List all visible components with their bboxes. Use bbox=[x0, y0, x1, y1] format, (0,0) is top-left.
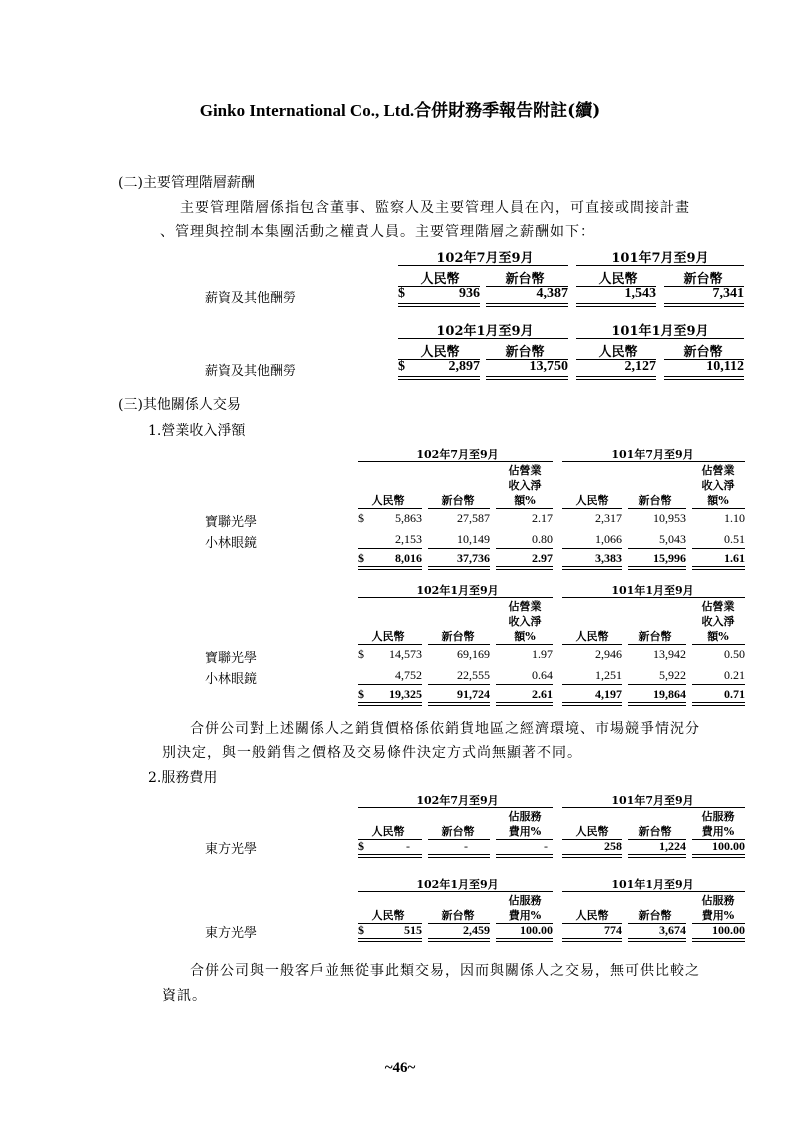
cell-value: 2,317 bbox=[595, 511, 622, 525]
paragraph-line: 合併公司與一般客戶並無從事此類交易，因而與關係人之交易，無可供比較之 bbox=[190, 963, 700, 979]
cell-value: 3,674 bbox=[659, 923, 686, 937]
rule bbox=[496, 684, 553, 685]
column-header: 新台幣 bbox=[638, 494, 672, 507]
double-rule bbox=[398, 303, 480, 307]
cell-value: 100.00 bbox=[520, 923, 553, 937]
period-header: 102年1月至9月 bbox=[416, 878, 499, 891]
period-header: 101年7月至9月 bbox=[611, 448, 694, 461]
cell-value: 69,169 bbox=[457, 647, 490, 661]
rule bbox=[358, 461, 553, 462]
cell-value: - bbox=[406, 839, 410, 853]
column-header: 人民幣 bbox=[575, 825, 609, 838]
cell-value: 1.97 bbox=[532, 647, 553, 661]
cell-value: 4,752 bbox=[395, 668, 422, 682]
dollar-sign: $ bbox=[398, 286, 405, 301]
cell-value: 2,946 bbox=[595, 647, 622, 661]
double-rule bbox=[428, 938, 490, 942]
rule bbox=[358, 597, 553, 598]
column-header: 新台幣 bbox=[441, 494, 475, 507]
rule bbox=[628, 508, 686, 509]
rule bbox=[428, 644, 490, 645]
row-label: 東方光學 bbox=[205, 842, 258, 857]
column-header: 人民幣 bbox=[575, 494, 609, 507]
cell-value: 14,573 bbox=[389, 647, 422, 661]
dollar-sign: $ bbox=[358, 647, 364, 661]
rule bbox=[692, 684, 745, 685]
row-label: 寶聯光學 bbox=[205, 651, 258, 666]
row-label: 小林眼鏡 bbox=[205, 536, 258, 551]
double-rule bbox=[562, 566, 622, 570]
cell-value: 0.64 bbox=[532, 668, 553, 682]
rule bbox=[398, 338, 568, 339]
rule bbox=[358, 684, 422, 685]
cell-value: 7,341 bbox=[712, 286, 744, 301]
cell-value: 1,066 bbox=[595, 532, 622, 546]
period-header: 101年1月至9月 bbox=[611, 878, 694, 891]
rule bbox=[562, 684, 622, 685]
rule bbox=[562, 548, 622, 549]
cell-value: 0.80 bbox=[532, 532, 553, 546]
cell-value: 0.51 bbox=[724, 532, 745, 546]
double-rule bbox=[664, 303, 744, 307]
rule bbox=[576, 338, 744, 339]
rule bbox=[562, 807, 745, 808]
double-rule bbox=[428, 566, 490, 570]
total-value: 37,736 bbox=[457, 551, 490, 565]
period-header: 102年1月至9月 bbox=[436, 324, 534, 339]
page-number: ~46~ bbox=[384, 1060, 416, 1076]
cell-value: 1,224 bbox=[659, 839, 686, 853]
column-header: 人民幣 bbox=[575, 630, 609, 643]
cell-value: - bbox=[464, 839, 468, 853]
total-value: 4,197 bbox=[595, 687, 622, 701]
double-rule bbox=[576, 303, 656, 307]
cell-value: 515 bbox=[404, 923, 422, 937]
rule bbox=[562, 461, 745, 462]
double-rule bbox=[496, 938, 553, 942]
total-value: 1.61 bbox=[724, 551, 745, 565]
rule bbox=[428, 508, 490, 509]
page-title-zh: 合併財務季報告附註(續) bbox=[414, 101, 601, 121]
column-header: 新台幣 bbox=[441, 825, 475, 838]
paragraph-line: 合併公司對上述關係人之銷貨價格係依銷貨地區之經濟環境、市場競爭情況分 bbox=[190, 721, 700, 737]
column-header: 新台幣 bbox=[638, 630, 672, 643]
column-header: 新台幣 bbox=[505, 272, 545, 287]
dollar-sign: $ bbox=[358, 687, 364, 701]
double-rule bbox=[358, 854, 422, 858]
cell-value: 100.00 bbox=[712, 923, 745, 937]
total-value: 15,996 bbox=[653, 551, 686, 565]
column-header: 新台幣 bbox=[638, 909, 672, 922]
column-header: 人民幣 bbox=[575, 909, 609, 922]
double-rule bbox=[692, 938, 745, 942]
column-header-pct: 佔營業 收入淨 額% bbox=[701, 600, 735, 643]
rule bbox=[692, 644, 745, 645]
cell-value: 2,127 bbox=[624, 359, 656, 374]
double-rule bbox=[576, 376, 656, 380]
period-header: 101年7月至9月 bbox=[611, 794, 694, 807]
column-header: 人民幣 bbox=[598, 272, 638, 287]
rule bbox=[358, 644, 422, 645]
rule bbox=[398, 265, 568, 266]
total-value: 91,724 bbox=[457, 687, 490, 701]
column-header: 人民幣 bbox=[371, 630, 405, 643]
total-value: 3,383 bbox=[595, 551, 622, 565]
row-label: 薪資及其他酬勞 bbox=[205, 291, 297, 306]
paragraph-line: 資訊。 bbox=[162, 988, 207, 1004]
double-rule bbox=[496, 854, 553, 858]
total-value: 8,016 bbox=[395, 551, 422, 565]
cell-value: 10,953 bbox=[653, 511, 686, 525]
rule bbox=[496, 548, 553, 549]
double-rule bbox=[692, 566, 745, 570]
cell-value: - bbox=[544, 839, 548, 853]
paragraph-line: 主要管理階層係指包含董事、監察人及主要管理人員在內，可直接或間接計畫 bbox=[180, 200, 690, 216]
column-header: 新台幣 bbox=[638, 825, 672, 838]
double-rule bbox=[428, 702, 490, 706]
dollar-sign: $ bbox=[358, 511, 364, 525]
column-header-pct: 佔服務 費用% bbox=[508, 894, 542, 922]
total-value: 0.71 bbox=[724, 687, 745, 701]
cell-value: 936 bbox=[459, 286, 480, 301]
cell-value: 27,587 bbox=[457, 511, 490, 525]
cell-value: 2,153 bbox=[395, 532, 422, 546]
section-heading-related-party: (三)其他關係人交易 bbox=[118, 397, 241, 413]
cell-value: 5,043 bbox=[659, 532, 686, 546]
double-rule bbox=[486, 376, 568, 380]
cell-value: 774 bbox=[604, 923, 622, 937]
rule bbox=[358, 807, 553, 808]
dollar-sign: $ bbox=[358, 551, 364, 565]
cell-value: 258 bbox=[604, 839, 622, 853]
double-rule bbox=[562, 854, 622, 858]
column-header-pct: 佔營業 收入淨 額% bbox=[508, 464, 542, 507]
subsection-heading-service-fees: 2.服務費用 bbox=[148, 770, 218, 786]
column-header: 人民幣 bbox=[420, 345, 460, 360]
rule bbox=[562, 644, 622, 645]
column-header: 人民幣 bbox=[371, 494, 405, 507]
row-label: 小林眼鏡 bbox=[205, 672, 258, 687]
total-value: 19,864 bbox=[653, 687, 686, 701]
column-header: 人民幣 bbox=[420, 272, 460, 287]
cell-value: 5,922 bbox=[659, 668, 686, 682]
column-header-pct: 佔服務 費用% bbox=[508, 810, 542, 838]
rule bbox=[692, 548, 745, 549]
double-rule bbox=[628, 938, 686, 942]
cell-value: 4,387 bbox=[536, 286, 568, 301]
cell-value: 10,149 bbox=[457, 532, 490, 546]
dollar-sign: $ bbox=[358, 923, 364, 937]
rule bbox=[628, 644, 686, 645]
page-title bbox=[0, 96, 800, 121]
dollar-sign: $ bbox=[358, 839, 364, 853]
cell-value: 100.00 bbox=[712, 839, 745, 853]
column-header: 新台幣 bbox=[441, 909, 475, 922]
column-header-pct: 佔營業 收入淨 額% bbox=[508, 600, 542, 643]
rule bbox=[562, 597, 745, 598]
total-value: 2.61 bbox=[532, 687, 553, 701]
period-header: 102年7月至9月 bbox=[416, 448, 499, 461]
page-title-en: Ginko International Co., Ltd. bbox=[199, 101, 415, 120]
cell-value: 1,543 bbox=[624, 286, 656, 301]
double-rule bbox=[398, 376, 480, 380]
dollar-sign: $ bbox=[398, 359, 405, 374]
column-header: 人民幣 bbox=[371, 825, 405, 838]
cell-value: 2.17 bbox=[532, 511, 553, 525]
column-header: 新台幣 bbox=[505, 345, 545, 360]
double-rule bbox=[428, 854, 490, 858]
cell-value: 5,863 bbox=[395, 511, 422, 525]
rule bbox=[358, 508, 422, 509]
cell-value: 1.10 bbox=[724, 511, 745, 525]
column-header: 新台幣 bbox=[683, 272, 723, 287]
cell-value: 2,459 bbox=[463, 923, 490, 937]
total-value: 19,325 bbox=[389, 687, 422, 701]
total-value: 2.97 bbox=[532, 551, 553, 565]
rule bbox=[358, 548, 422, 549]
double-rule bbox=[358, 566, 422, 570]
row-label: 寶聯光學 bbox=[205, 515, 258, 530]
period-header: 101年1月至9月 bbox=[611, 324, 709, 339]
period-header: 102年7月至9月 bbox=[436, 251, 534, 266]
period-header: 102年1月至9月 bbox=[416, 584, 499, 597]
period-header: 102年7月至9月 bbox=[416, 794, 499, 807]
double-rule bbox=[496, 566, 553, 570]
cell-value: 13,750 bbox=[529, 359, 568, 374]
period-header: 101年1月至9月 bbox=[611, 584, 694, 597]
rule bbox=[496, 508, 553, 509]
paragraph-line: 別決定，與一般銷售之價格及交易條件決定方式尚無顯著不同。 bbox=[162, 745, 582, 761]
double-rule bbox=[562, 702, 622, 706]
double-rule bbox=[486, 303, 568, 307]
rule bbox=[562, 508, 622, 509]
rule bbox=[628, 684, 686, 685]
row-label: 薪資及其他酬勞 bbox=[205, 364, 297, 379]
column-header: 新台幣 bbox=[683, 345, 723, 360]
cell-value: 0.21 bbox=[724, 668, 745, 682]
column-header-pct: 佔營業 收入淨 額% bbox=[701, 464, 735, 507]
column-header-pct: 佔服務 費用% bbox=[701, 810, 735, 838]
double-rule bbox=[562, 938, 622, 942]
subsection-heading-revenue: 1.營業收入淨額 bbox=[148, 423, 246, 439]
double-rule bbox=[628, 702, 686, 706]
column-header: 人民幣 bbox=[371, 909, 405, 922]
cell-value: 1,251 bbox=[595, 668, 622, 682]
double-rule bbox=[692, 854, 745, 858]
cell-value: 10,112 bbox=[706, 359, 744, 374]
cell-value: 0.50 bbox=[724, 647, 745, 661]
rule bbox=[562, 891, 745, 892]
section-heading-compensation: (二)主要管理階層薪酬 bbox=[118, 175, 255, 191]
row-label: 東方光學 bbox=[205, 926, 258, 941]
double-rule bbox=[664, 376, 744, 380]
double-rule bbox=[628, 566, 686, 570]
rule bbox=[428, 548, 490, 549]
rule bbox=[496, 644, 553, 645]
double-rule bbox=[496, 702, 553, 706]
double-rule bbox=[358, 702, 422, 706]
rule bbox=[428, 684, 490, 685]
rule bbox=[358, 891, 553, 892]
cell-value: 2,897 bbox=[448, 359, 480, 374]
double-rule bbox=[692, 702, 745, 706]
rule bbox=[692, 508, 745, 509]
column-header: 人民幣 bbox=[598, 345, 638, 360]
period-header: 101年7月至9月 bbox=[611, 251, 709, 266]
double-rule bbox=[358, 938, 422, 942]
cell-value: 13,942 bbox=[653, 647, 686, 661]
paragraph-line: 、管理與控制本集團活動之權責人員。主要管理階層之薪酬如下： bbox=[160, 224, 595, 240]
cell-value: 22,555 bbox=[457, 668, 490, 682]
column-header-pct: 佔服務 費用% bbox=[701, 894, 735, 922]
rule bbox=[576, 265, 744, 266]
column-header: 新台幣 bbox=[441, 630, 475, 643]
double-rule bbox=[628, 854, 686, 858]
rule bbox=[628, 548, 686, 549]
